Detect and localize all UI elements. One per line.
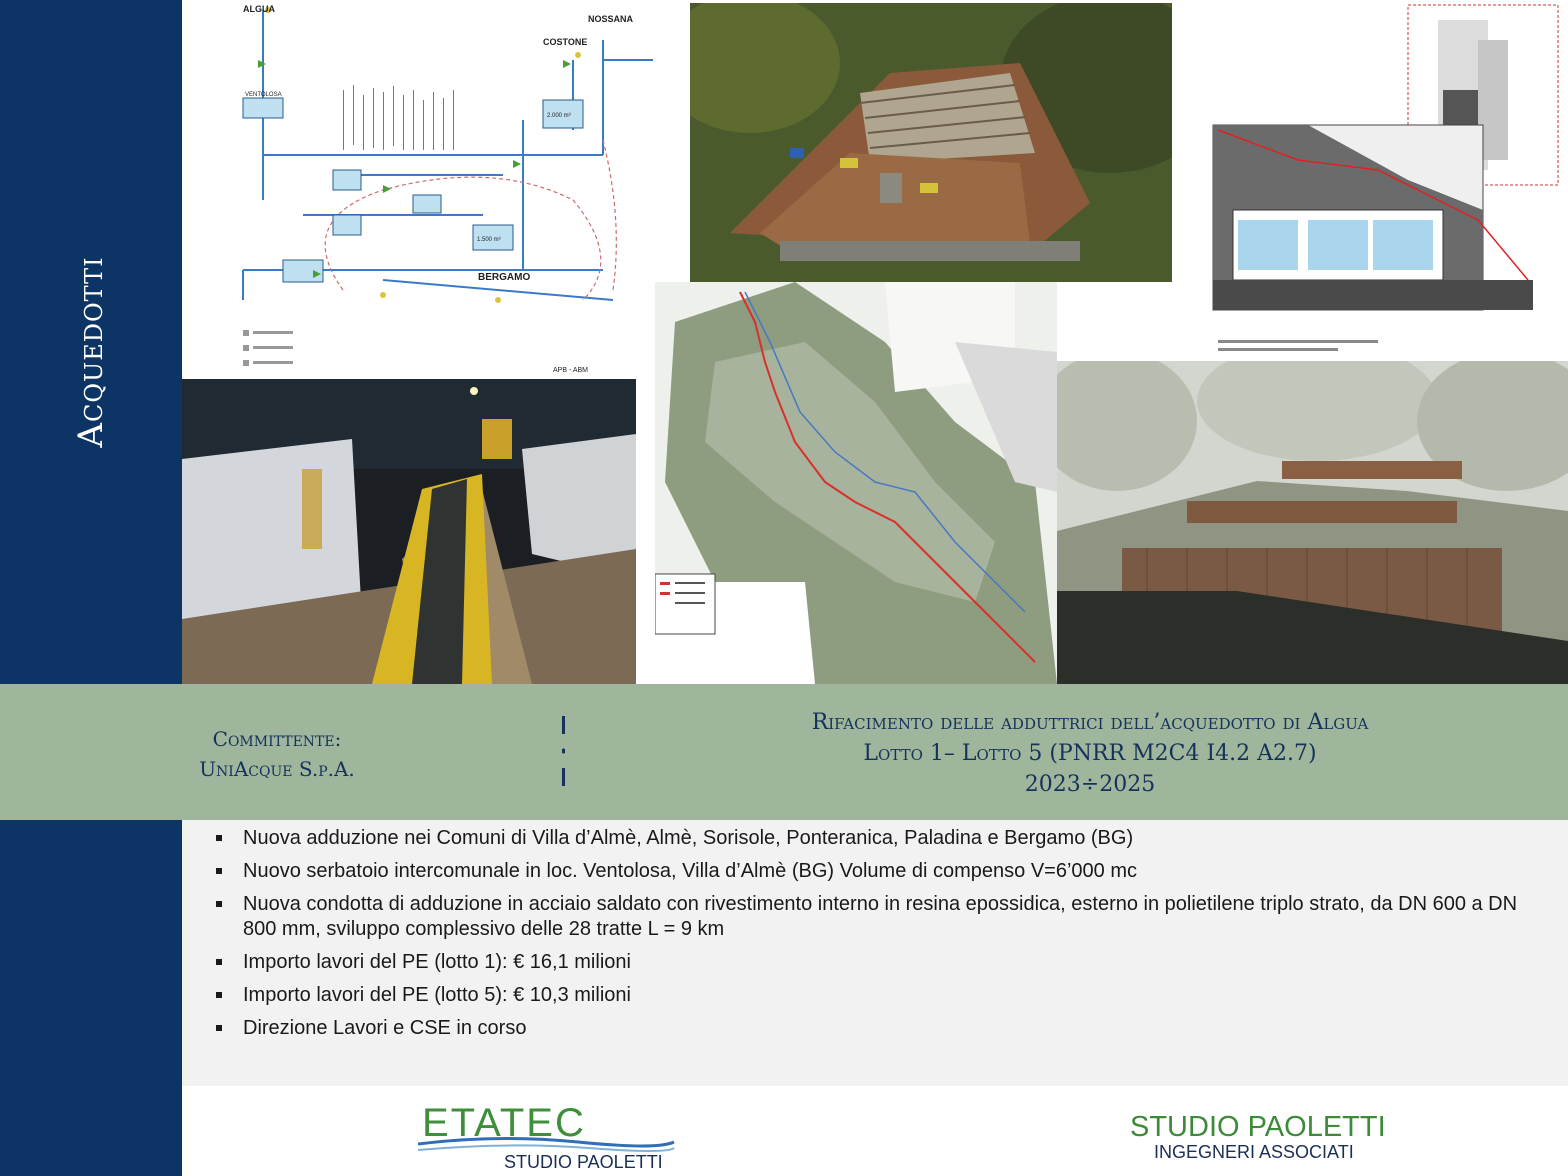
project-years: 2023÷2025 <box>1024 772 1156 797</box>
network-schematic-image <box>183 0 688 378</box>
bullet-item: Direzione Lavori e CSE in corso <box>182 1016 1568 1041</box>
etatec-logo-name: ETATEC <box>422 1101 586 1145</box>
label-tank1: 2.000 m³ <box>547 113 571 119</box>
paoletti-logo-sub: INGEGNERI ASSOCIATI <box>1154 1142 1354 1162</box>
client-name: UniAcque S.p.A. <box>199 757 355 781</box>
construction-site-aerial-photo <box>690 3 1172 282</box>
label-tank2: 1.500 m³ <box>477 237 501 243</box>
label-nossana: NOSSANA <box>588 14 634 24</box>
label-costone: COSTONE <box>543 37 588 47</box>
etatec-logo-sub: STUDIO PAOLETTI <box>504 1152 663 1172</box>
client-block <box>182 724 372 784</box>
bullet-item: Nuova adduzione nei Comuni di Villa d’Almè, Almè, Sorisole, Ponteranica, Paladina e Bergamo (BG) <box>182 826 1568 851</box>
project-title <box>640 707 1540 800</box>
project-title-line-1: Rifacimento delle adduttrici dell’acquedotto di Algua <box>811 710 1369 735</box>
label-algua: ALGUA <box>243 4 275 14</box>
bullet-icon <box>216 868 222 874</box>
bullet-item: Importo lavori del PE (lotto 5): € 10,3 milioni <box>182 983 1568 1008</box>
studio-paoletti-logo <box>1128 1108 1390 1164</box>
bullet-item: Importo lavori del PE (lotto 1): € 16,1 milioni <box>182 950 1568 975</box>
separator-icon <box>562 716 565 786</box>
project-title-line-2: Lotto 1– Lotto 5 (PNRR M2C4 I4.2 A2.7) <box>863 741 1317 766</box>
pipeline-route-map <box>655 282 1057 684</box>
bullet-item: Nuova condotta di adduzione in acciaio saldato con rivestimento interno in resina epossidica, esterno in polietilene triplo strato, da DN 600 a DN 800 mm, sviluppo complessivo delle 28 tratte L = 9 km <box>182 892 1568 942</box>
bullet-icon <box>216 1025 222 1031</box>
label-ventolosa: VENTOLOSA <box>245 92 282 98</box>
reservoir-render-image <box>1057 361 1568 684</box>
label-bergamo: BERGAMO <box>478 272 531 283</box>
reservoir-section-drawing <box>1178 0 1568 360</box>
paoletti-logo-name: STUDIO PAOLETTI <box>1130 1111 1386 1143</box>
sidebar <box>0 0 182 1176</box>
bullet-icon <box>216 959 222 965</box>
client-label: Committente: <box>212 727 342 751</box>
sidebar-title: Acquedotti <box>71 256 111 448</box>
bullet-icon <box>216 992 222 998</box>
label-apb: APB - ABM <box>553 367 589 374</box>
etatec-logo <box>418 1098 678 1172</box>
project-details <box>182 820 1568 1086</box>
pipe-trench-night-photo <box>182 379 636 684</box>
bullet-item: Nuovo serbatoio intercomunale in loc. Ventolosa, Villa d’Almè (BG) Volume di compenso V=6’000 mc <box>182 859 1568 884</box>
bullet-icon <box>216 901 222 907</box>
bullet-icon <box>216 835 222 841</box>
